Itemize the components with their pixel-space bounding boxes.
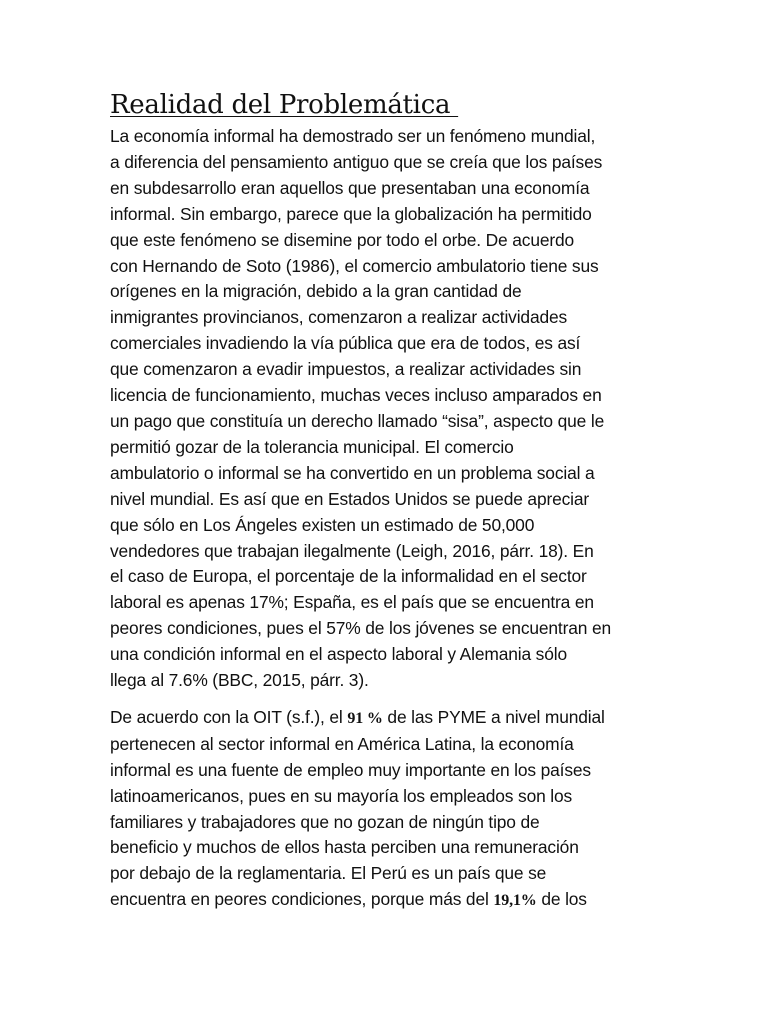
highlighted-percentage: 19,1%: [493, 892, 537, 910]
text-line: vendedores que trabajan ilegalmente (Leigh, 2016, párr. 18). En: [110, 540, 594, 561]
text-line: con Hernando de Soto (1986), el comercio ambulatorio tiene sus: [110, 255, 599, 276]
text-line: a diferencia del pensamiento antiguo que se creía que los países: [110, 151, 603, 172]
text-line: inmigrantes provincianos, comenzaron a realizar actividades: [110, 307, 568, 328]
text-line: que este fenómeno se disemine por todo el orbe. De acuerdo: [110, 229, 575, 250]
paragraph-1: [110, 124, 658, 694]
text-line: comerciales invadiendo la vía pública que era de todos, es así: [110, 333, 581, 354]
text-line: ambulatorio o informal se ha convertido en un problema social a: [110, 462, 595, 483]
text-line: que sólo en Los Ángeles existen un estimado de 50,000: [110, 514, 535, 535]
text-line: familiares y trabajadores que no gozan de ningún tipo de: [110, 811, 540, 832]
text-run: de los: [536, 889, 587, 910]
document-title: Realidad del Problemática: [110, 90, 459, 120]
text-line: por debajo de la reglamentaria. El Perú es un país que se: [110, 863, 547, 884]
text-line: el caso de Europa, el porcentaje de la informalidad en el sector: [110, 566, 587, 587]
text-line: permitió gozar de la tolerancia municipal. El comercio: [110, 436, 514, 457]
text-line: informal. Sin embargo, parece que la globalización ha permitido: [110, 203, 592, 224]
text-line: orígenes en la migración, debido a la gran cantidad de: [110, 281, 522, 302]
text-run: de las PYME a nivel mundial: [382, 706, 605, 727]
text-line: licencia de funcionamiento, muchas veces incluso amparados en: [110, 385, 602, 406]
text-line: La economía informal ha demostrado ser un fenómeno mundial,: [110, 126, 596, 146]
text-line: informal es una fuente de empleo muy importante en los países: [110, 759, 591, 780]
text-line: peores condiciones, pues el 57% de los jóvenes se encuentran en: [110, 618, 612, 639]
text-line: llega al 7.6% (BBC, 2015, párr. 3).: [110, 670, 369, 691]
text-line: laboral es apenas 17%; España, es el país que se encuentra en: [110, 592, 594, 613]
text-line: [110, 887, 658, 914]
text-line: en subdesarrollo eran aquellos que presentaban una economía: [110, 177, 590, 198]
text-line: latinoamericanos, pues en su mayoría los empleados son los: [110, 785, 573, 806]
text-line: beneficio y muchos de ellos hasta perciben una remuneración: [110, 837, 579, 858]
text-line: pertenecen al sector informal en América Latina, la economía: [110, 733, 574, 754]
text-line: una condición informal en el aspecto laboral y Alemania sólo: [110, 644, 567, 665]
paragraph-2: [110, 705, 658, 914]
text-line: un pago que constituía un derecho llamado “sisa”, aspecto que le: [110, 410, 605, 431]
text-line: nivel mundial. Es así que en Estados Unidos se puede apreciar: [110, 488, 590, 509]
highlighted-percentage: 91 %: [347, 709, 383, 727]
text-line: que comenzaron a evadir impuestos, a realizar actividades sin: [110, 359, 582, 380]
text-run: encuentra en peores condiciones, porque más del: [110, 889, 494, 910]
document-body: [110, 88, 658, 914]
text-line: [110, 705, 658, 732]
text-run: De acuerdo con la OIT (s.f.), el: [110, 706, 348, 727]
